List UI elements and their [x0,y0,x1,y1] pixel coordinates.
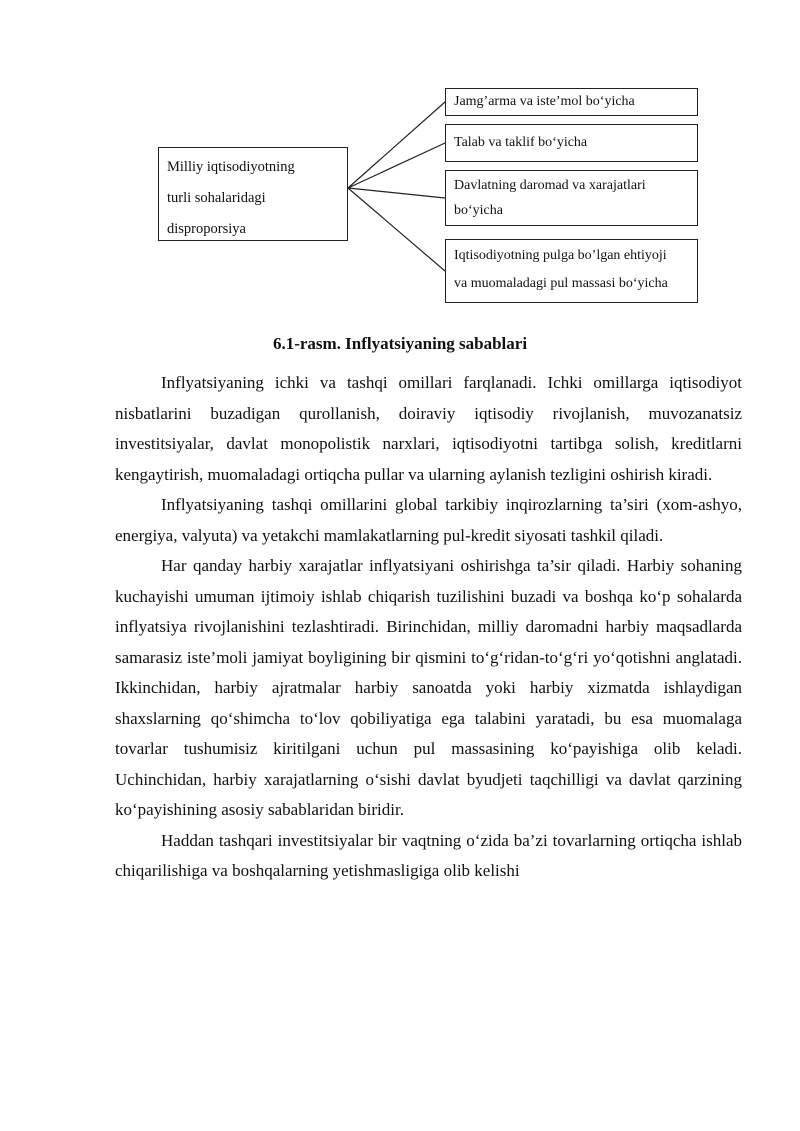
branch-1-line-1: Jamg’arma va iste’mol bo‘yicha [454,94,635,109]
paragraph-2: Inflyatsiyaning tashqi omillarini global tarkibiy inqirozlarning ta’siri (xom-ashyo, energiya, valyuta) va yetakchi mamlakatlarning pul-kredit siyosati tashkil qiladi. [115,495,742,545]
figure-caption: 6.1-rasm. Inflyatsiyaning sabablari [272,334,528,353]
branch-4-line-2: va muomaladagi pul massasi bo‘yicha [454,276,668,291]
branch-box-supply-demand [445,124,698,162]
body-text [115,368,742,887]
branch-2-line-1: Talab va taklif bo‘yicha [454,135,588,150]
main-line-2: turli sohalaridagi [167,190,266,206]
branch-4-line-1: Iqtisodiyotning pulga bo’lgan ehtiyoji [454,248,667,263]
branch-box-state-income-expenses [445,170,698,226]
branch-box-savings-consumption [445,88,698,116]
paragraph-1: Inflyatsiyaning ichki va tashqi omillari farqlanadi. Ichki omillarga iqtisodiyot nisbatlarini buzadigan qurollanish, doiraviy iqtisodiy rivojlanish, muvozanatsiz investitsiyalar, davlat monopolistik narxlari, iqtisodiyotni tartibga solish, kreditlarni kengaytirish, muomaladagi ortiqcha pullar va ularning aylanish tezligini oshirish kiradi. [115,373,742,484]
main-line-3: disproporsiya [167,221,246,237]
branch-box-money-demand-supply [445,239,698,303]
main-cause-box [158,147,348,241]
paragraph-4: Haddan tashqari investitsiyalar bir vaqtning o‘zida ba’zi tovarlarning ortiqcha ishlab chiqarilishiga va boshqalarning yetishmasligiga olib kelishi [115,830,742,880]
branch-3-line-2: bo‘yicha [454,203,503,218]
main-line-1: Milliy iqtisodiyotning [167,159,295,175]
branch-3-line-1: Davlatning daromad va xarajatlari [454,178,646,193]
inflation-causes-diagram [0,0,800,320]
paragraph-3: Har qanday harbiy xarajatlar inflyatsiyani oshirishga ta’sir qiladi. Harbiy sohaning kuchayishi umuman ijtimoiy ishlab chiqarish tuzilishini buzadi va boshqa ko‘p sohalarda inflyatsiya rivojlanishini tezlashtiradi. Birinchidan, milliy daromadni harbiy maqsadlarda samarasiz iste’moli jamiyat boyligining bir qismini to‘g‘ridan-to‘g‘ri yo‘qotishni anglatadi. Ikkinchidan, harbiy ajratmalar harbiy sanoatda yoki harbiy xizmatda ishlaydigan shaxslarning qo‘shimcha to‘lov qobiliyatiga ega talabini yaratadi, bu esa muomalaga tovarlar tushumisiz kiritilgani uchun pul massasining ko‘payishiga olib keladi. Uchinchidan, harbiy xarajatlarning o‘sishi davlat byudjeti taqchilligi va davlat qarzining ko‘payishining asosiy sabablaridan biridir. [115,556,742,819]
